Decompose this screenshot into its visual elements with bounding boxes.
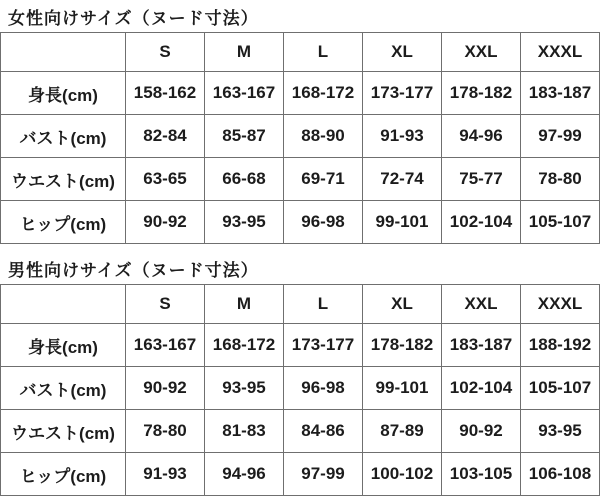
value-cell: 78-80 bbox=[126, 410, 205, 453]
table-row-height bbox=[1, 324, 600, 367]
value-cell: 81-83 bbox=[205, 410, 284, 453]
column-header-xl: XL bbox=[363, 285, 442, 324]
value-cell: 106-108 bbox=[521, 453, 600, 496]
value-cell: 69-71 bbox=[284, 158, 363, 201]
value-cell: 163-167 bbox=[126, 324, 205, 367]
column-header-s: S bbox=[126, 33, 205, 72]
value-cell: 97-99 bbox=[521, 115, 600, 158]
womens-size-table bbox=[0, 32, 600, 244]
column-header-s: S bbox=[126, 285, 205, 324]
value-cell: 82-84 bbox=[126, 115, 205, 158]
row-label-waist: ウエスト(cm) bbox=[1, 158, 126, 201]
column-header-xxxl: XXXL bbox=[521, 33, 600, 72]
row-label-waist: ウエスト(cm) bbox=[1, 410, 126, 453]
value-cell: 99-101 bbox=[363, 201, 442, 244]
value-cell: 90-92 bbox=[126, 201, 205, 244]
value-cell: 90-92 bbox=[126, 367, 205, 410]
value-cell: 188-192 bbox=[521, 324, 600, 367]
value-cell: 183-187 bbox=[442, 324, 521, 367]
table-row-height bbox=[1, 72, 600, 115]
mens-size-section bbox=[0, 254, 600, 496]
table-row-hip bbox=[1, 201, 600, 244]
value-cell: 66-68 bbox=[205, 158, 284, 201]
value-cell: 178-182 bbox=[363, 324, 442, 367]
value-cell: 173-177 bbox=[363, 72, 442, 115]
value-cell: 168-172 bbox=[205, 324, 284, 367]
value-cell: 85-87 bbox=[205, 115, 284, 158]
value-cell: 90-92 bbox=[442, 410, 521, 453]
column-header-l: L bbox=[284, 33, 363, 72]
table-row-waist bbox=[1, 158, 600, 201]
row-label-bust: バスト(cm) bbox=[1, 367, 126, 410]
value-cell: 97-99 bbox=[284, 453, 363, 496]
value-cell: 63-65 bbox=[126, 158, 205, 201]
column-header-l: L bbox=[284, 285, 363, 324]
table-row-bust bbox=[1, 115, 600, 158]
value-cell: 91-93 bbox=[126, 453, 205, 496]
corner-cell bbox=[1, 285, 126, 324]
value-cell: 173-177 bbox=[284, 324, 363, 367]
value-cell: 94-96 bbox=[442, 115, 521, 158]
table-header-row bbox=[1, 33, 600, 72]
value-cell: 75-77 bbox=[442, 158, 521, 201]
row-label-height: 身長(cm) bbox=[1, 324, 126, 367]
mens-size-title: 男性向けサイズ（ヌード寸法） bbox=[8, 261, 259, 280]
corner-cell bbox=[1, 33, 126, 72]
table-row-hip bbox=[1, 453, 600, 496]
row-label-hip: ヒップ(cm) bbox=[1, 201, 126, 244]
row-label-hip: ヒップ(cm) bbox=[1, 453, 126, 496]
value-cell: 168-172 bbox=[284, 72, 363, 115]
value-cell: 78-80 bbox=[521, 158, 600, 201]
value-cell: 96-98 bbox=[284, 201, 363, 244]
mens-size-table bbox=[0, 284, 600, 496]
value-cell: 178-182 bbox=[442, 72, 521, 115]
value-cell: 94-96 bbox=[205, 453, 284, 496]
column-header-xl: XL bbox=[363, 33, 442, 72]
column-header-m: M bbox=[205, 285, 284, 324]
value-cell: 183-187 bbox=[521, 72, 600, 115]
womens-size-section bbox=[0, 2, 600, 244]
value-cell: 163-167 bbox=[205, 72, 284, 115]
value-cell: 99-101 bbox=[363, 367, 442, 410]
value-cell: 105-107 bbox=[521, 367, 600, 410]
value-cell: 102-104 bbox=[442, 201, 521, 244]
value-cell: 96-98 bbox=[284, 367, 363, 410]
column-header-xxl: XXL bbox=[442, 285, 521, 324]
value-cell: 100-102 bbox=[363, 453, 442, 496]
womens-size-title: 女性向けサイズ（ヌード寸法） bbox=[8, 9, 259, 28]
table-row-waist bbox=[1, 410, 600, 453]
column-header-xxxl: XXXL bbox=[521, 285, 600, 324]
value-cell: 93-95 bbox=[521, 410, 600, 453]
column-header-m: M bbox=[205, 33, 284, 72]
value-cell: 158-162 bbox=[126, 72, 205, 115]
row-label-height: 身長(cm) bbox=[1, 72, 126, 115]
table-row-bust bbox=[1, 367, 600, 410]
value-cell: 72-74 bbox=[363, 158, 442, 201]
value-cell: 103-105 bbox=[442, 453, 521, 496]
value-cell: 102-104 bbox=[442, 367, 521, 410]
table-header-row bbox=[1, 285, 600, 324]
value-cell: 91-93 bbox=[363, 115, 442, 158]
value-cell: 105-107 bbox=[521, 201, 600, 244]
value-cell: 88-90 bbox=[284, 115, 363, 158]
row-label-bust: バスト(cm) bbox=[1, 115, 126, 158]
value-cell: 87-89 bbox=[363, 410, 442, 453]
value-cell: 84-86 bbox=[284, 410, 363, 453]
value-cell: 93-95 bbox=[205, 201, 284, 244]
value-cell: 93-95 bbox=[205, 367, 284, 410]
column-header-xxl: XXL bbox=[442, 33, 521, 72]
